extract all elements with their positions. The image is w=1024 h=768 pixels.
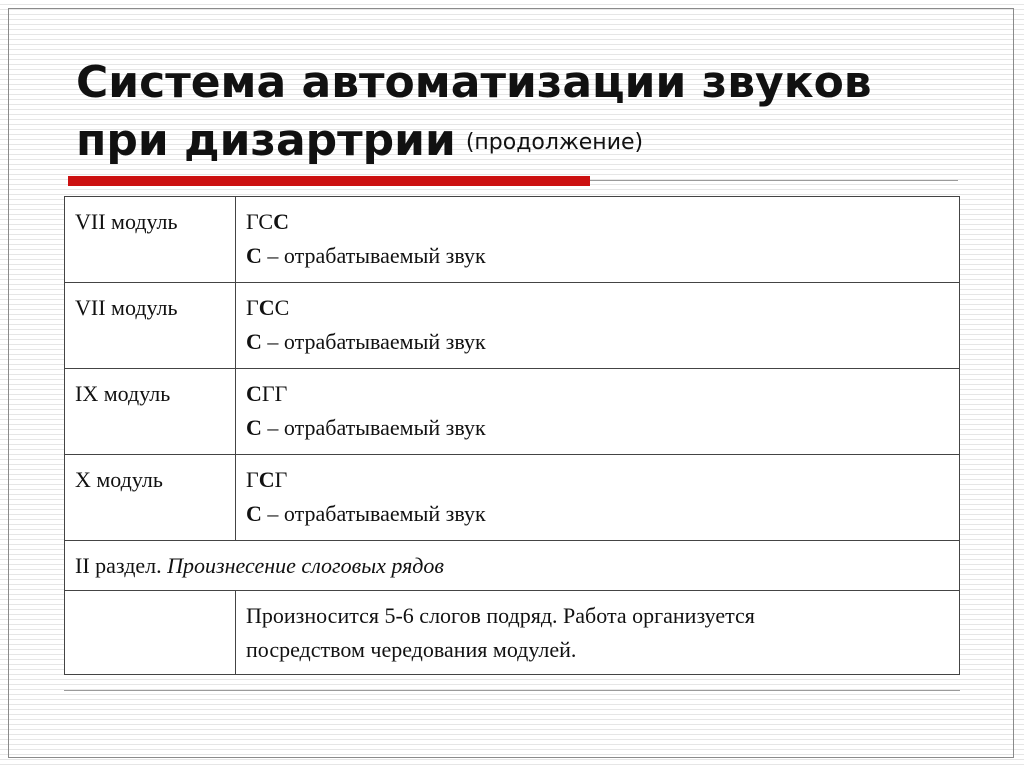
pattern-target: С [258,467,275,492]
note-text: – отрабатываемый звук [261,501,486,526]
title-accent-bar [68,176,590,186]
pattern-part: Г [246,467,259,492]
target-sound: С [246,415,262,440]
module-cell: VII модуль [65,197,236,283]
section-label: II раздел. [75,553,168,578]
pattern-cell [236,369,960,455]
syllable-pattern [246,463,949,497]
module-cell: VII модуль [65,283,236,369]
pattern-part: Г [274,467,288,492]
description-line-1: Произносится 5-6 слогов подряд. Работа организуется [246,603,755,628]
title-line-2-text: при дизартрии [76,115,456,166]
pattern-part: ГС [246,209,274,234]
pattern-cell [236,197,960,283]
pattern-note [246,411,949,445]
pattern-cell [236,455,960,541]
title-accent-line [590,180,958,181]
target-sound: С [246,501,262,526]
pattern-target: С [273,209,289,234]
title-line-2 [76,112,976,172]
section-title: Произнесение слоговых рядов [167,553,444,578]
pattern-note [246,239,949,273]
note-text: – отрабатываемый звук [261,415,486,440]
table-row [65,591,960,675]
slide-title [76,54,976,172]
bottom-divider [64,690,960,691]
table-row [65,197,960,283]
empty-cell [65,591,236,675]
module-cell: X модуль [65,455,236,541]
note-text: – отрабатываемый звук [261,329,486,354]
pattern-part: С [274,295,290,320]
description-cell [236,591,960,675]
target-sound: С [246,243,262,268]
table-row [65,369,960,455]
note-text: – отрабатываемый звук [261,243,486,268]
pattern-part: ГГ [261,381,288,406]
table-row [65,283,960,369]
syllable-pattern [246,291,949,325]
pattern-note [246,497,949,531]
pattern-note [246,325,949,359]
pattern-cell [236,283,960,369]
title-line-1: Система автоматизации звуков [76,57,872,108]
table-row [65,541,960,591]
pattern-target: С [246,381,262,406]
description-line-2: посредством чередования модулей. [246,637,577,662]
modules-table [64,196,960,675]
syllable-pattern [246,205,949,239]
table-row [65,455,960,541]
title-note: (продолжение) [465,130,644,155]
target-sound: С [246,329,262,354]
pattern-part: Г [246,295,259,320]
syllable-pattern [246,377,949,411]
pattern-target: С [258,295,275,320]
module-cell: IX модуль [65,369,236,455]
section-cell [65,541,960,591]
